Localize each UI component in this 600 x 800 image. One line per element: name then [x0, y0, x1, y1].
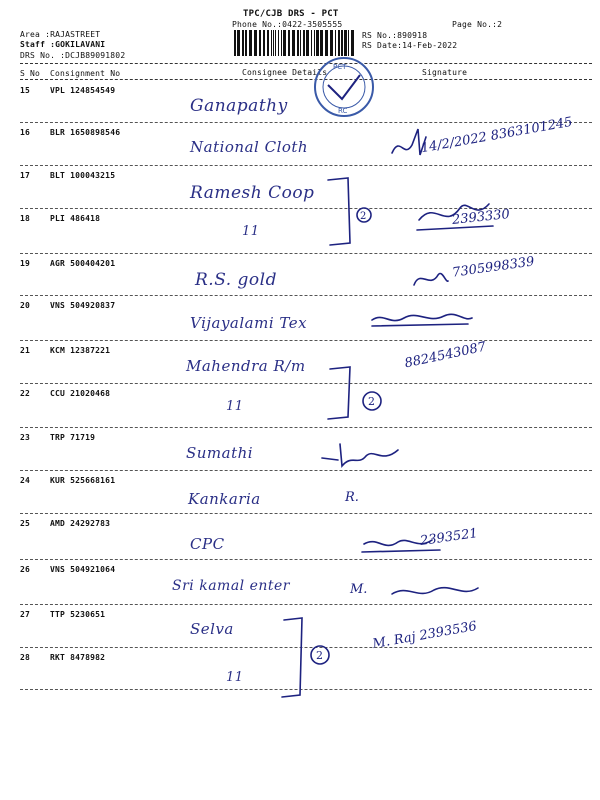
bracket-mark-17-18 — [320, 175, 380, 250]
row-consignee-handwritten: Selva — [190, 620, 234, 638]
row-sno: 26 — [20, 565, 31, 574]
barcode-bar — [275, 30, 276, 56]
barcode-bar — [263, 30, 265, 56]
barcode-bar — [281, 30, 282, 56]
row-sno: 21 — [20, 346, 31, 355]
rs-number: RS No.:890918 — [362, 31, 428, 40]
row-consignee-handwritten: Ramesh Coop — [190, 183, 315, 203]
barcode-bar — [341, 30, 343, 56]
barcode-bar — [344, 30, 347, 56]
barcode-bar — [300, 30, 301, 56]
row-consignee-handwritten: Vijayalami Tex — [190, 314, 308, 332]
barcode-bar — [330, 30, 333, 56]
barcode-bar — [237, 30, 240, 56]
document-title: TPC/CJB DRS - PCT — [243, 9, 339, 19]
signature-scribble-20 — [368, 306, 478, 332]
barcode-bar — [259, 30, 261, 56]
row-sno: 19 — [20, 259, 31, 268]
row-consignee-handwritten: 11 — [226, 399, 244, 414]
row-sno: 24 — [20, 476, 31, 485]
signature-scribble-23 — [318, 436, 408, 472]
row-consignee-handwritten: R.S. gold — [195, 270, 277, 290]
barcode-bar — [278, 30, 279, 56]
row-signature: R. — [345, 490, 359, 505]
row-sno: 27 — [20, 610, 31, 619]
barcode-bar — [234, 30, 236, 56]
column-consignee: Consignee Details — [242, 68, 328, 77]
row-consignment-number: TRP 71719 — [50, 433, 96, 442]
row-signature: M. — [350, 582, 368, 597]
row-consignee-handwritten: Sumathi — [186, 444, 254, 462]
column-consignment: Consignment No — [50, 69, 121, 78]
row-consignment-number: CCU 21020468 — [50, 389, 111, 398]
signature-scribble-25 — [360, 530, 450, 560]
row-sno: 18 — [20, 214, 31, 223]
row-sno: 20 — [20, 301, 31, 310]
row-sno: 15 — [20, 86, 31, 95]
row-consignment-number: VNS 504921064 — [50, 565, 116, 574]
row-divider — [20, 253, 592, 254]
barcode-bar — [267, 30, 269, 56]
barcode — [232, 30, 356, 56]
row-consignment-number: AMD 24292783 — [50, 519, 111, 528]
row-consignee-handwritten: 11 — [226, 670, 244, 685]
row-divider — [20, 340, 592, 341]
row-consignee-handwritten: Ganapathy — [190, 96, 288, 116]
row-consignment-number: KUR 525668161 — [50, 476, 116, 485]
barcode-bar — [292, 30, 295, 56]
barcode-bar — [242, 30, 244, 56]
barcode-bar — [297, 30, 299, 56]
barcode-graphic — [232, 30, 356, 56]
column-signature: Signature — [422, 68, 468, 77]
bracket-mark-21-22 — [322, 355, 392, 425]
row-signature: 2393330 — [451, 207, 511, 228]
row-consignee-handwritten: Mahendra R/m — [186, 357, 306, 375]
barcode-bar — [303, 30, 305, 56]
column-sno: S No — [20, 69, 41, 78]
header-divider-bottom — [20, 79, 592, 80]
barcode-bar — [283, 30, 286, 56]
row-divider — [20, 295, 592, 296]
row-sno: 16 — [20, 128, 31, 137]
row-signature: M. Raj 2393536 — [371, 618, 478, 653]
barcode-bar — [351, 30, 354, 56]
row-signature: 8824543087 — [403, 339, 488, 372]
barcode-bar — [288, 30, 290, 56]
bracket-mark-27-28 — [270, 615, 340, 705]
barcode-bar — [245, 30, 247, 56]
group-count: 2 — [360, 211, 367, 222]
row-consignee-handwritten: 11 — [242, 224, 260, 239]
barcode-bar — [273, 30, 274, 56]
row-consignee-handwritten: CPC — [190, 535, 225, 553]
barcode-bar — [348, 30, 349, 56]
row-divider — [20, 165, 592, 166]
signature-scribble-16 — [390, 125, 450, 165]
stamp-text: PCT — [333, 63, 347, 71]
barcode-bar — [320, 30, 323, 56]
signature-scribble-19 — [410, 265, 450, 295]
row-sno: 17 — [20, 171, 31, 180]
row-consignee-handwritten: Sri kamal enter — [172, 578, 290, 594]
company-stamp — [312, 55, 376, 119]
barcode-bar — [325, 30, 328, 56]
row-signature: 2393521 — [419, 526, 479, 549]
barcode-bar — [271, 30, 272, 56]
row-consignment-number: TTP 5230651 — [50, 610, 106, 619]
row-sno: 25 — [20, 519, 31, 528]
stamp-graphic — [312, 55, 376, 119]
row-consignment-number: VNS 504920837 — [50, 301, 116, 310]
header-divider-top — [20, 63, 592, 64]
row-signature: 14/2/2022 8363101245 — [419, 114, 574, 157]
barcode-bar — [316, 30, 319, 56]
group-count: 2 — [368, 395, 375, 408]
row-consignee-handwritten: National Cloth — [190, 138, 309, 156]
barcode-bar — [254, 30, 257, 56]
row-consignment-number: VPL 124854549 — [50, 86, 116, 95]
row-divider — [20, 513, 592, 514]
row-divider — [20, 122, 592, 123]
row-consignment-number: AGR 500404201 — [50, 259, 116, 268]
row-sno: 28 — [20, 653, 31, 662]
barcode-bar — [335, 30, 336, 56]
staff-label: Staff :GOKILAVANI — [20, 40, 106, 49]
barcode-bar — [314, 30, 315, 56]
row-consignment-number: KCM 12387221 — [50, 346, 111, 355]
row-divider — [20, 383, 592, 384]
row-consignment-number: BLT 100043215 — [50, 171, 116, 180]
area-label: Area :RAJASTREET — [20, 30, 101, 39]
barcode-bar — [306, 30, 309, 56]
row-consignment-number: PLI 486418 — [50, 214, 101, 223]
row-divider — [20, 470, 592, 471]
signature-scribble-26 — [378, 578, 498, 608]
row-divider — [20, 604, 592, 605]
page-number: Page No.:2 — [452, 20, 503, 29]
signature-scribble-18 — [415, 190, 495, 240]
row-sno: 23 — [20, 433, 31, 442]
row-divider — [20, 559, 592, 560]
row-consignment-number: BLR 1650898546 — [50, 128, 121, 137]
stamp-text-bottom: RC — [338, 107, 348, 115]
group-count: 2 — [316, 649, 323, 662]
drs-number: DRS No. :DCJB89091802 — [20, 51, 126, 60]
row-sno: 22 — [20, 389, 31, 398]
rs-date: RS Date:14-Feb-2022 — [362, 41, 458, 50]
row-consignee-handwritten: Kankaria — [188, 490, 261, 508]
barcode-bar — [338, 30, 340, 56]
barcode-bar — [311, 30, 312, 56]
row-signature: 7305998339 — [451, 254, 536, 281]
row-consignment-number: RKT 8478982 — [50, 653, 106, 662]
barcode-bar — [249, 30, 252, 56]
row-divider — [20, 427, 592, 428]
phone-number: Phone No.:0422-3505555 — [232, 20, 343, 29]
